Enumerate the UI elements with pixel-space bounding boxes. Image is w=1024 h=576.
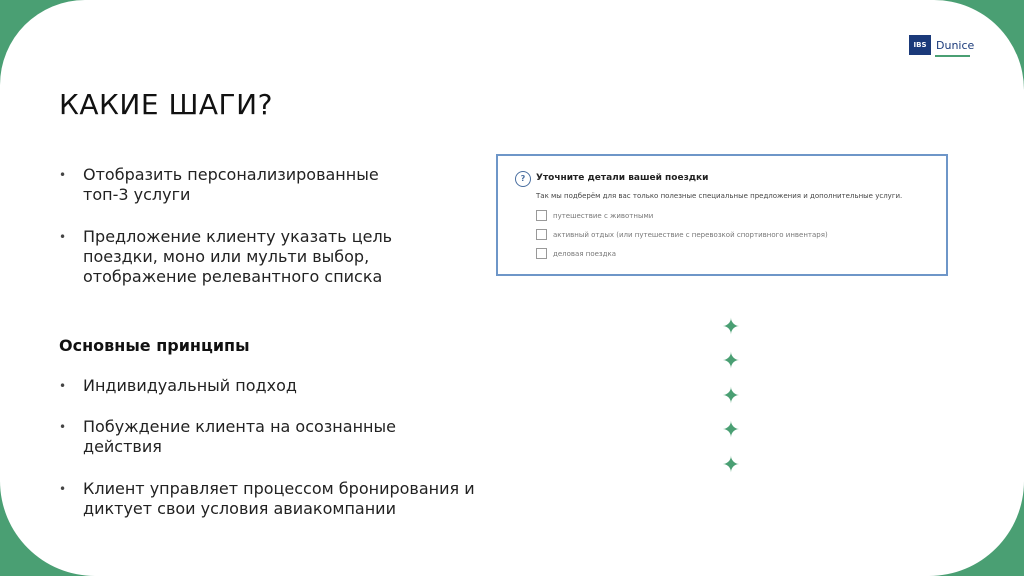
- checkbox[interactable]: [536, 248, 547, 259]
- slide-right-panel: [730, 0, 1024, 576]
- option-label: активный отдых (или путешествие с перевозкой спортивного инвентаря): [553, 230, 828, 239]
- principle-item: • Клиент управляет процессом бронирования и диктует свои условия авиакомпании: [59, 479, 503, 519]
- step-item: • Отобразить персонализированные топ-3 услуги: [59, 165, 413, 205]
- steps-list-2: [59, 227, 499, 287]
- sparkle-icon: ✦: [721, 418, 741, 443]
- principles-list: [59, 376, 499, 396]
- step-item: • Предложение клиенту указать цель поездки, моно или мульти выбор, отображение релевантного списка: [59, 227, 423, 287]
- sparkle-icon: ✦: [721, 349, 741, 374]
- logo-underline: [935, 55, 970, 57]
- option-label: деловая поездка: [553, 249, 616, 258]
- principles-heading: Основные принципы: [59, 336, 250, 355]
- trip-option-business[interactable]: [536, 248, 616, 259]
- form-subtitle: Так мы подберём для вас только полезные специальные предложения и дополнительные услуги.: [536, 192, 903, 200]
- ibs-dunice-logo: [909, 35, 974, 55]
- principle-item: • Индивидуальный подход: [59, 376, 499, 396]
- principles-list-3: [59, 479, 499, 519]
- slide-title: КАКИЕ ШАГИ?: [59, 88, 273, 121]
- option-label: путешествие с животными: [553, 211, 654, 220]
- sparkle-icon: ✦: [721, 453, 741, 478]
- principle-item: • Побуждение клиента на осознанные действия: [59, 417, 423, 457]
- form-title: Уточните детали вашей поездки: [536, 173, 709, 183]
- logo-mark: IBS: [909, 35, 931, 55]
- steps-list: [59, 165, 499, 205]
- sparkle-icon: ✦: [721, 315, 741, 340]
- trip-option-pets[interactable]: [536, 210, 653, 221]
- principles-list-2: [59, 417, 499, 457]
- checkbox[interactable]: [536, 210, 547, 221]
- sparkle-icon: ✦: [721, 384, 741, 409]
- checkbox[interactable]: [536, 229, 547, 240]
- logo-text: Dunice: [936, 38, 975, 52]
- trip-details-form: [496, 154, 948, 276]
- trip-option-active[interactable]: [536, 229, 828, 240]
- question-circle-icon: ?: [515, 171, 531, 187]
